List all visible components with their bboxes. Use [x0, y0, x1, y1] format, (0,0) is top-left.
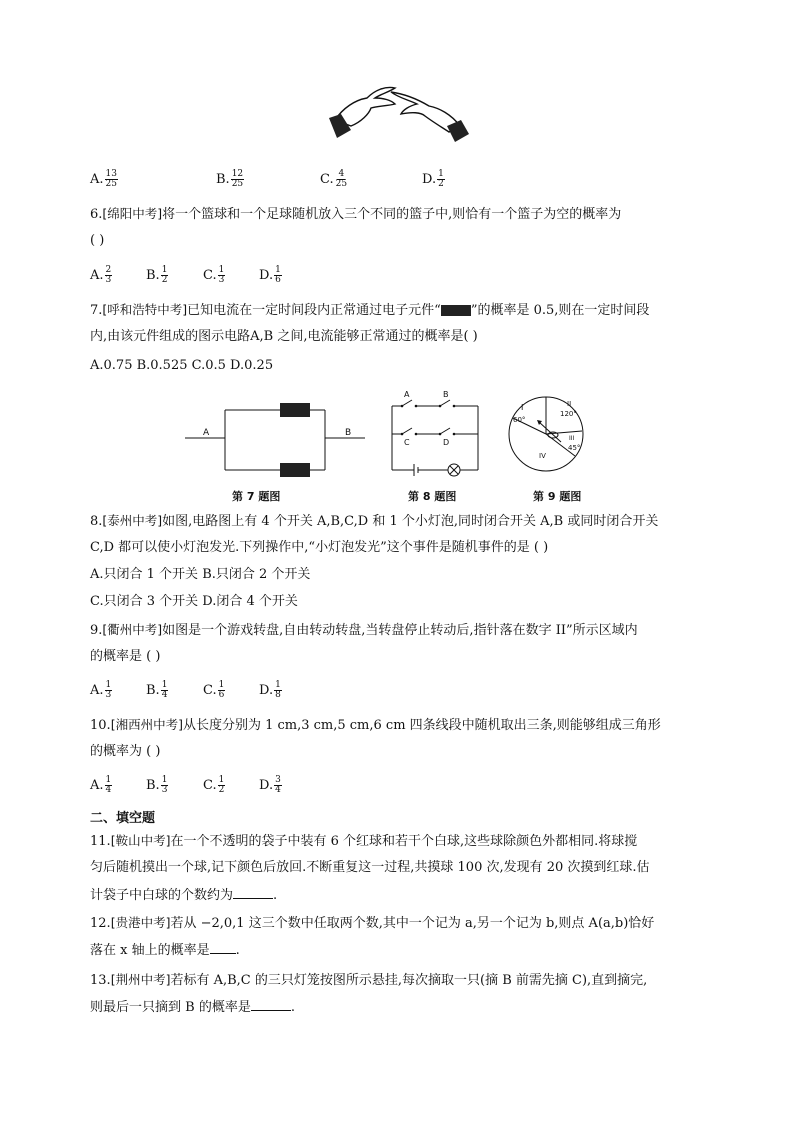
numerator: 4: [338, 169, 345, 179]
question-13-line-2: [90, 998, 295, 1017]
question-10-line-1: [90, 716, 661, 735]
component-top: [280, 403, 310, 417]
q6-option-b: [146, 266, 168, 285]
question-source: [荆州中考]: [110, 972, 171, 987]
answer-blank[interactable]: [210, 941, 236, 954]
section-2-title: 二、填空题: [90, 811, 156, 826]
denominator: 3: [218, 275, 225, 285]
numerator: 1: [218, 680, 225, 690]
q9-option-c: [203, 681, 225, 700]
question-number: 8.: [90, 514, 103, 529]
question-source: [鞍山中考]: [110, 833, 171, 848]
denominator: 2: [161, 275, 168, 285]
option-prefix: C.: [203, 268, 217, 283]
option-prefix: C.: [320, 172, 334, 187]
top-option-b: [216, 170, 244, 189]
q10-option-b: [146, 776, 168, 795]
question-text: 若从 −2,0,1 这三个数中任取两个数,其中一个记为 a,另一个记为 b,则点 A(a,b)恰好: [170, 916, 655, 931]
question-text-end: .: [273, 888, 278, 903]
fig9-angle-iii: 45°: [568, 444, 581, 452]
question-text-end: .: [290, 1000, 295, 1015]
q6-option-a: [90, 266, 112, 285]
question-12-line-1: [90, 914, 654, 933]
fraction: [231, 170, 244, 189]
question-13-line-1: [90, 971, 647, 990]
question-text: 将一个篮球和一个足球随机放入三个不同的篮子中,则恰有一个篮子为空的概率为: [162, 207, 622, 222]
figure-7-caption: 第 7 题图: [232, 490, 281, 503]
figure-9-spinner: [505, 384, 587, 486]
question-8-line-1: [90, 512, 658, 531]
fraction: [105, 776, 113, 795]
option-prefix: A.: [90, 778, 104, 793]
question-number: 9.: [90, 623, 103, 638]
option-prefix: B.: [146, 683, 160, 698]
top-option-a: [90, 170, 118, 189]
denominator: 8: [275, 690, 281, 700]
denominator: 2: [438, 179, 444, 189]
question-source: [贵港中考]: [110, 915, 171, 930]
fig9-label-ii: II: [567, 400, 572, 408]
fraction: [274, 776, 282, 795]
denominator: 3: [161, 785, 168, 795]
question-7-line-2: 内,由该元件组成的图示电路A,B 之间,电流能够正常通过的概率是( ): [90, 329, 478, 344]
denominator: 3: [105, 275, 112, 285]
denominator: 4: [275, 785, 281, 795]
question-text: 从长度分别为 1 cm,3 cm,5 cm,6 cm 四条线段中随机取出三条,则能够组成三角形: [182, 718, 661, 733]
answer-blank[interactable]: [233, 886, 273, 899]
question-7-options: A.0.75 B.0.525 C.0.5 D.0.25: [90, 358, 274, 373]
numerator: 1: [218, 775, 225, 785]
question-text: 如图,电路图上有 4 个开关 A,B,C,D 和 1 个小灯泡,同时闭合开关 A,B 或同时闭合开关: [162, 514, 659, 529]
option-prefix: B.: [216, 172, 230, 187]
question-number: 7.: [90, 303, 103, 318]
question-source: [绵阳中考]: [102, 206, 163, 221]
numerator: 1: [161, 265, 168, 275]
numerator: 1: [275, 265, 281, 275]
denominator: 4: [161, 690, 168, 700]
denominator: 6: [218, 690, 225, 700]
question-8-options-2: C.只闭合 3 个开关 D.闭合 4 个开关: [90, 594, 298, 609]
numerator: 1: [161, 775, 168, 785]
denominator: 2: [218, 785, 225, 795]
fraction: [161, 776, 169, 795]
fraction: [218, 776, 226, 795]
question-text: 已知电流在一定时间段内正常通过电子元件“: [187, 303, 441, 318]
figure-8-circuit: [390, 388, 482, 483]
electronic-component-symbol: [441, 305, 471, 316]
fig7-label-b: B: [345, 428, 352, 438]
option-prefix: D.: [259, 268, 274, 283]
question-7-line-1: [90, 301, 649, 320]
numerator: 1: [438, 169, 444, 179]
option-prefix: B.: [146, 268, 160, 283]
fig7-label-a: A: [203, 428, 210, 438]
component-bottom: [280, 463, 310, 477]
q10-option-a: [90, 776, 112, 795]
question-9-line-2: 的概率是 ( ): [90, 649, 161, 664]
question-text: 落在 x 轴上的概率是: [90, 943, 210, 958]
option-prefix: D.: [259, 778, 274, 793]
question-6-line-1: [90, 205, 621, 224]
question-8-options-1: A.只闭合 1 个开关 B.只闭合 2 个开关: [90, 567, 311, 582]
fraction: [274, 681, 282, 700]
question-8-line-2: C,D 都可以使小灯泡发光.下列操作中,“小灯泡发光”这个事件是随机事件的是 ( ): [90, 540, 549, 555]
denominator: 3: [105, 690, 112, 700]
numerator: 2: [105, 265, 112, 275]
denominator: 6: [275, 275, 281, 285]
question-text: ”的概率是 0.5,则在一定时间段: [470, 303, 650, 318]
question-9-line-1: [90, 621, 638, 640]
fig8-label-d: D: [443, 438, 450, 447]
fraction: [218, 266, 226, 285]
fig9-angle-i: 60°: [513, 416, 526, 424]
fig9-label-i: I: [521, 403, 524, 412]
question-source: [衢州中考]: [102, 622, 163, 637]
denominator: 25: [335, 179, 348, 189]
question-text: 计袋子中白球的个数约为: [90, 888, 234, 903]
question-text-end: .: [235, 943, 240, 958]
denominator: 25: [105, 179, 117, 189]
numerator: 1: [275, 680, 281, 690]
question-text: 在一个不透明的袋子中装有 6 个红球和若干个白球,这些球除颜色外都相同.将球搅: [170, 834, 638, 849]
figure-7-circuit: [185, 398, 370, 480]
fig9-angle-ii: 120°: [560, 410, 577, 418]
question-text: 若标有 A,B,C 的三只灯笼按图所示悬挂,每次摘取一只(摘 B 前需先摘 C),直到摘完,: [170, 973, 648, 988]
numerator: 12: [231, 169, 244, 179]
question-source: [呼和浩特中考]: [102, 302, 188, 317]
question-source: [湘西州中考]: [110, 717, 183, 732]
q9-option-b: [146, 681, 168, 700]
numerator: 3: [275, 775, 281, 785]
numerator: 13: [105, 169, 117, 179]
question-number: 12.: [90, 916, 111, 931]
option-prefix: A.: [90, 268, 104, 283]
top-option-c: [320, 170, 348, 189]
fraction: [105, 681, 113, 700]
answer-blank[interactable]: [251, 998, 291, 1011]
numerator: 1: [105, 775, 112, 785]
q6-option-c: [203, 266, 225, 285]
hands-illustration: [325, 78, 470, 146]
question-6-line-2: ( ): [90, 233, 105, 248]
numerator: 1: [218, 265, 225, 275]
fraction: [335, 170, 348, 189]
fig9-label-iii: III: [569, 435, 575, 442]
option-prefix: C.: [203, 778, 217, 793]
question-10-line-2: 的概率为 ( ): [90, 744, 161, 759]
fraction: [218, 681, 226, 700]
option-prefix: A.: [90, 683, 104, 698]
question-11-line-1: [90, 832, 637, 851]
question-text: 如图是一个游戏转盘,自由转动转盘,当转盘停止转动后,指针落在数字 II”所示区域内: [162, 623, 638, 638]
question-number: 6.: [90, 207, 103, 222]
denominator: 25: [231, 179, 244, 189]
question-number: 10.: [90, 718, 111, 733]
q9-option-a: [90, 681, 112, 700]
question-12-line-2: [90, 941, 240, 960]
question-11-line-2: 匀后随机摸出一个球,记下颜色后放回.不断重复这一过程,共摸球 100 次,发现有 20 次摸到红球.估: [90, 860, 650, 875]
question-11-line-3: [90, 886, 277, 905]
numerator: 1: [161, 680, 168, 690]
fraction: [161, 266, 169, 285]
question-number: 11.: [90, 834, 111, 849]
option-prefix: B.: [146, 778, 160, 793]
q10-option-d: [259, 776, 282, 795]
option-prefix: C.: [203, 683, 217, 698]
figure-8-caption: 第 8 题图: [408, 490, 457, 503]
figure-9-caption: 第 9 题图: [533, 490, 582, 503]
fig8-label-b: B: [443, 390, 449, 399]
question-source: [泰州中考]: [102, 513, 163, 528]
fraction: [437, 170, 445, 189]
fig8-label-c: C: [404, 438, 410, 447]
fraction: [105, 266, 113, 285]
fig9-label-iv: IV: [539, 452, 546, 460]
fraction: [274, 266, 282, 285]
q6-option-d: [259, 266, 282, 285]
fig8-label-a: A: [404, 390, 410, 399]
q9-option-d: [259, 681, 282, 700]
question-text: 则最后一只摘到 B 的概率是: [90, 1000, 251, 1015]
question-number: 13.: [90, 973, 111, 988]
q10-option-c: [203, 776, 225, 795]
numerator: 1: [105, 680, 112, 690]
option-prefix: D.: [259, 683, 274, 698]
fraction: [105, 170, 118, 189]
top-option-d: [422, 170, 445, 189]
denominator: 4: [105, 785, 112, 795]
fraction: [161, 681, 169, 700]
option-prefix: A.: [90, 172, 104, 187]
option-prefix: D.: [422, 172, 437, 187]
